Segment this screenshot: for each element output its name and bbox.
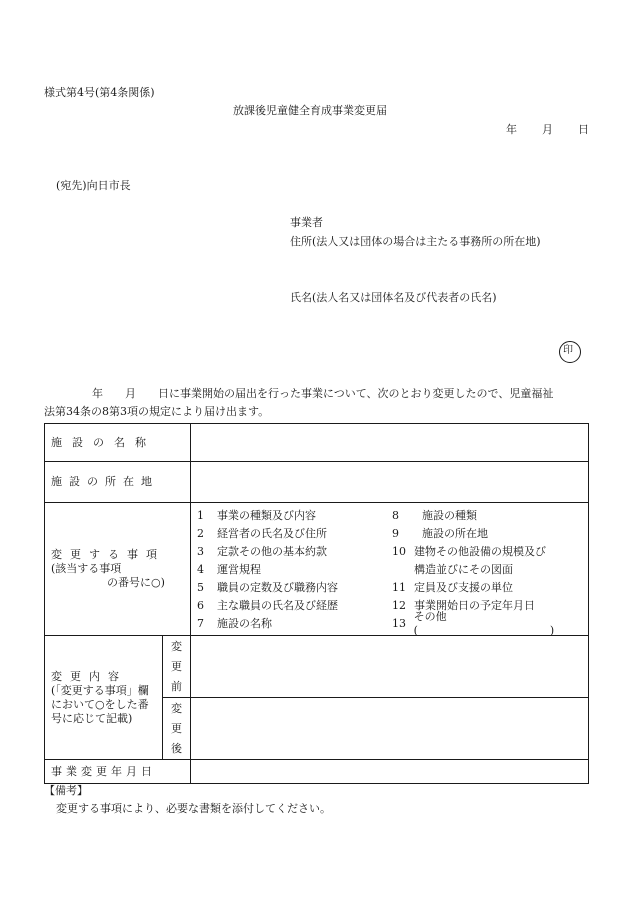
change-item-2[interactable] <box>197 525 392 543</box>
item-text: 事業の種類及び内容 <box>217 509 316 522</box>
item-number: 13 <box>392 617 406 630</box>
item-number: 8 <box>392 509 399 522</box>
item-number: 2 <box>197 527 204 540</box>
item-number: 9 <box>392 527 399 540</box>
item-number: 6 <box>197 599 204 612</box>
after-char-2: 更 <box>171 721 182 735</box>
item-text: 経営者の氏名及び住所 <box>217 527 327 540</box>
document-title: 放課後児童健全育成事業変更届 <box>233 104 387 117</box>
items-left-column <box>197 507 392 633</box>
item-number: 3 <box>197 545 204 558</box>
change-items-label: 変更する事項 <box>51 548 165 561</box>
row-change-items <box>45 503 589 636</box>
after-char-1: 変 <box>171 701 182 715</box>
change-items-sub2: の番号に○) <box>107 576 165 589</box>
item-text: 定款その他の基本約款 <box>217 545 327 558</box>
change-item-5[interactable] <box>197 579 392 597</box>
change-date-label: 事業変更年月日 <box>51 764 156 778</box>
change-item-13[interactable] <box>392 610 584 637</box>
change-item-3[interactable] <box>197 543 392 561</box>
applicant-name-label: 氏名(法人名又は団体名及び代表者の氏名) <box>290 291 497 304</box>
change-form-table <box>44 423 589 784</box>
item-text: 施設の所在地 <box>422 527 488 540</box>
row-change-date <box>45 760 589 784</box>
after-label-cell <box>163 698 191 760</box>
change-item-10-cont <box>392 561 584 579</box>
change-items-label-cell <box>45 503 191 636</box>
item-text: 主な職員の氏名及び経歴 <box>217 599 338 612</box>
item-text: 施設の名称 <box>217 617 272 630</box>
applicant-heading: 事業者 <box>290 216 323 229</box>
after-field[interactable] <box>191 698 589 760</box>
before-field[interactable] <box>191 636 589 698</box>
item-number: 7 <box>197 617 204 630</box>
body-text-line2: 法第34条の8第3項の規定により届け出ます。 <box>44 405 270 418</box>
change-content-sub1: (「変更する事項」欄 <box>51 683 149 697</box>
item-number: 12 <box>392 599 406 612</box>
applicant-address-label: 住所(法人又は団体の場合は主たる事務所の所在地) <box>290 235 541 248</box>
item-text: 構造並びにその図面 <box>414 563 513 576</box>
facility-location-label-cell <box>45 462 191 503</box>
facility-name-label: 施設の名称 <box>51 435 156 449</box>
item-text: 運営規程 <box>217 563 261 576</box>
change-content-sub3: 号に応じて記載) <box>51 711 133 725</box>
remarks-text: 変更する事項により、必要な書類を添付してください。 <box>56 802 331 815</box>
change-items-sub1: (該当する事項 <box>51 562 122 575</box>
change-item-4[interactable] <box>197 561 392 579</box>
item-number: 4 <box>197 563 204 576</box>
facility-location-label: 施設の所在地 <box>51 475 159 488</box>
facility-name-label-cell <box>45 424 191 462</box>
item-text: 建物その他設備の規模及び <box>414 545 546 558</box>
change-item-8[interactable] <box>392 507 584 525</box>
row-change-before <box>45 636 589 698</box>
change-items-list <box>191 503 589 636</box>
item-text: 施設の種類 <box>422 509 477 522</box>
item-text: その他( ) <box>413 610 555 637</box>
change-content-label: 変更内容 <box>51 669 127 683</box>
date-month: 月 <box>542 123 553 136</box>
after-char-3: 後 <box>171 741 182 755</box>
before-char-1: 変 <box>171 639 182 653</box>
row-facility-name <box>45 424 589 462</box>
change-date-label-cell <box>45 760 191 784</box>
items-right-column <box>392 507 584 637</box>
addressee: (宛先)向日市長 <box>56 179 131 192</box>
item-number: 1 <box>197 509 204 522</box>
change-item-1[interactable] <box>197 507 392 525</box>
change-content-label-cell <box>45 636 163 760</box>
remarks-title: 【備考】 <box>44 784 88 797</box>
body-text-line1: 年 月 日に事業開始の届出を行った事業について、次のとおり変更したので、児童福祉 <box>92 387 554 400</box>
change-item-9[interactable] <box>392 525 584 543</box>
item-number: 10 <box>392 545 406 558</box>
item-text: 事業開始日の予定年月日 <box>414 599 535 612</box>
change-item-11[interactable] <box>392 579 584 597</box>
item-text: 職員の定数及び職務内容 <box>217 581 338 594</box>
change-item-6[interactable] <box>197 597 392 615</box>
change-content-sub2: において○をした番 <box>51 697 149 711</box>
row-facility-location <box>45 462 589 503</box>
before-char-3: 前 <box>171 679 182 693</box>
change-item-10[interactable] <box>392 543 584 561</box>
form-number: 様式第4号(第4条関係) <box>44 86 155 99</box>
facility-name-field[interactable] <box>191 424 589 462</box>
item-number: 5 <box>197 581 204 594</box>
item-number: 11 <box>392 581 406 594</box>
change-date-field[interactable] <box>191 760 589 784</box>
before-char-2: 更 <box>171 659 182 673</box>
seal-mark: 印 <box>563 345 573 356</box>
date-day: 日 <box>578 123 589 136</box>
date-year: 年 <box>506 123 517 136</box>
item-text: 定員及び支援の単位 <box>414 581 513 594</box>
change-item-7[interactable] <box>197 615 392 633</box>
before-label-cell <box>163 636 191 698</box>
facility-location-field[interactable] <box>191 462 589 503</box>
